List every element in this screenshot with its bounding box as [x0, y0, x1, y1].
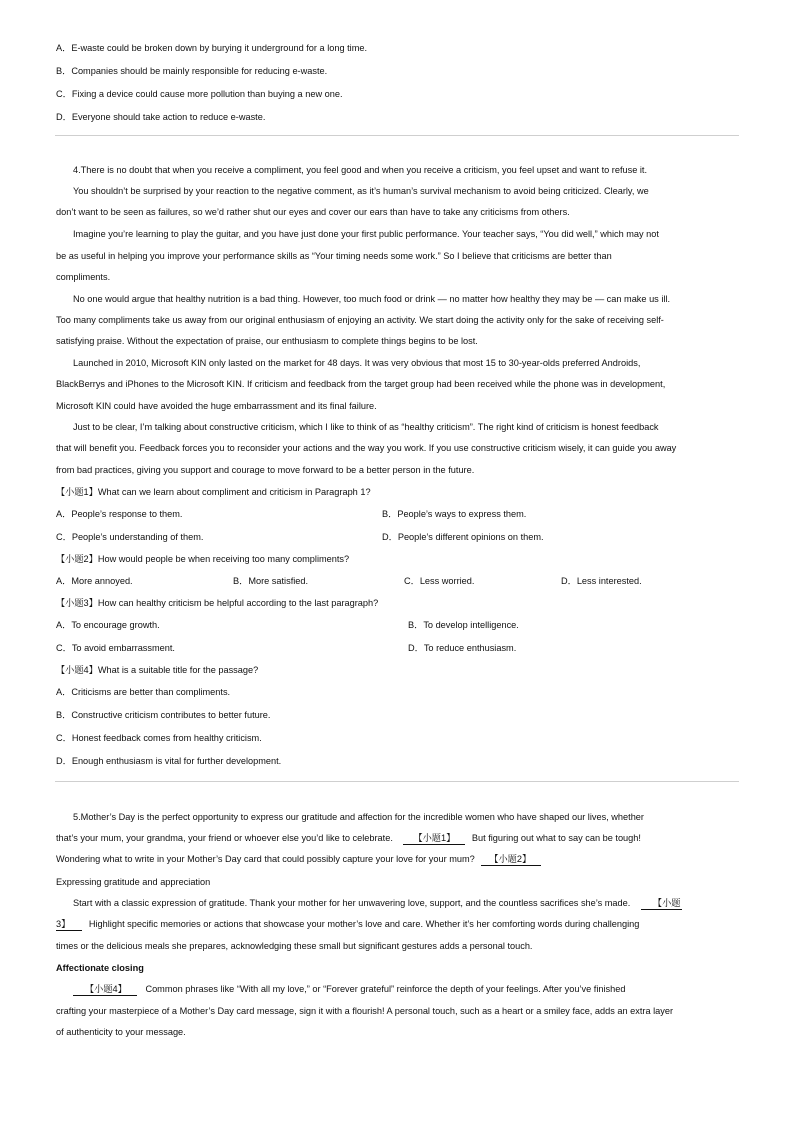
section-divider [55, 781, 739, 782]
p5-line [56, 832, 641, 845]
p5-text: Wondering what to write in your Mother’s Day card that could possibly capture your love for your mum? [56, 854, 475, 864]
p5-line [56, 853, 541, 866]
q1-stem: 【小题1】What can we learn about compliment and criticism in Paragraph 1? [56, 487, 371, 497]
p5-line [73, 983, 625, 996]
q3-option-d: D．To reduce enthusiasm. [408, 643, 517, 653]
prev-option-d: D．Everyone should take action to reduce e-waste. [56, 112, 266, 122]
q1-option-c: C．People’s understanding of them. [56, 532, 204, 542]
q3-option-a: A．To encourage growth. [56, 620, 160, 630]
heading-gratitude: Expressing gratitude and appreciation [56, 877, 211, 887]
prev-option-c: C．Fixing a device could cause more pollution than buying a new one. [56, 89, 343, 99]
q3-option-b: B．To develop intelligence. [408, 620, 519, 630]
p5-line [56, 918, 639, 931]
p5-text: Highlight specific memories or actions that showcase your mother’s love and care. Whether it’s her comforting words during challenging [88, 919, 640, 929]
q4-stem: 【小题4】What is a suitable title for the passage? [56, 665, 259, 675]
p5-line: crafting your masterpiece of a Mother’s Day card message, sign it with a flourish! A personal touch, such as a heart or a smiley face, adds an extra layer [56, 1006, 674, 1016]
q3-stem: 【小题3】How can healthy criticism be helpful according to the last paragraph? [56, 598, 379, 608]
q2-option-c: C．Less worried. [404, 576, 475, 586]
blank-3-label-cont: 3】 [56, 919, 71, 929]
p4-line: BlackBerrys and iPhones to the Microsoft KIN. If criticism and feedback from the target group had been received while the phone was in development, [56, 379, 666, 389]
q1-option-d: D．People’s different opinions on them. [382, 532, 544, 542]
heading-closing: Affectionate closing [56, 963, 144, 973]
p5-text: Common phrases like “With all my love,” or “Forever grateful” reinforce the depth of your feelings. After you’ve finished [145, 984, 626, 994]
p4-line: Too many compliments take us away from our original enthusiasm of enjoying an activity. We start doing the activity only for the sake of receiving self- [56, 315, 664, 325]
p4-line: Imagine you’re learning to play the guitar, and you have just done your first public performance. Your teacher says, “You did well,” which may not [73, 229, 659, 239]
p4-line: Just to be clear, I’m talking about constructive criticism, which I like to think of as “healthy criticism”. The right kind of criticism is honest feedback [73, 422, 659, 432]
prev-option-b: B．Companies should be mainly responsible for reducing e-waste. [56, 66, 328, 76]
q4-option-c: C．Honest feedback comes from healthy criticism. [56, 733, 262, 743]
q3-option-c: C．To avoid embarrassment. [56, 643, 175, 653]
p4-line: No one would argue that healthy nutrition is a bad thing. However, too much food or drink — no matter how healthy they may be — can make us ill. [73, 294, 670, 304]
section-divider [55, 135, 739, 136]
blank-1-label: 【小题1】 [413, 833, 456, 843]
blank-1[interactable] [403, 832, 465, 845]
q2-option-a: A．More annoyed. [56, 576, 133, 586]
p5-line: times or the delicious meals she prepares, acknowledging these small but significant gestures adds a personal touch. [56, 941, 533, 951]
p5-text: Start with a classic expression of gratitude. Thank your mother for her unwavering love, support, and the countless sacrifices she’s made. [73, 898, 631, 908]
p4-line: satisfying praise. Without the expectation of praise, our enthusiasm to complete things begins to be lost. [56, 336, 478, 346]
p4-line: Microsoft KIN could have avoided the huge embarrassment and its final failure. [56, 401, 377, 411]
p4-line: be as useful in helping you improve your performance skills as “Your timing needs some work.” So I believe that criticisms are better than [56, 251, 612, 261]
p5-text: that’s your mum, your grandma, your friend or whoever else you’d like to celebrate. [56, 833, 393, 843]
p4-line: 4.There is no doubt that when you receive a compliment, you feel good and when you receive a criticism, you feel upset and want to refuse it. [73, 165, 648, 175]
prev-option-a: A．E-waste could be broken down by burying it underground for a long time. [56, 43, 368, 53]
p4-line: that will benefit you. Feedback forces you to reconsider your actions and the way you work. If you use constructive criticism wisely, it can guide you away [56, 443, 677, 453]
p4-line: Launched in 2010, Microsoft KIN only lasted on the market for 48 days. It was very obvious that most 15 to 30-year-olds preferred Androids, [73, 358, 641, 368]
blank-3-label: 【小题 [652, 898, 681, 908]
q2-stem: 【小题2】How would people be when receiving too many compliments? [56, 554, 350, 564]
blank-3-cont[interactable] [56, 918, 82, 931]
p4-line: compliments. [56, 272, 111, 282]
q4-option-d: D．Enough enthusiasm is vital for further development. [56, 756, 282, 766]
p5-line [73, 897, 682, 910]
q4-option-b: B．Constructive criticism contributes to better future. [56, 710, 271, 720]
p4-line: don’t want to be seen as failures, so we’d rather shut our eyes and cover our ears than have to take any criticisms from others. [56, 207, 570, 217]
blank-4[interactable] [73, 983, 137, 996]
p5-line: 5.Mother’s Day is the perfect opportunity to express our gratitude and affection for the incredible women who have shaped our lives, whether [73, 812, 644, 822]
q1-option-b: B．People’s ways to express them. [382, 509, 527, 519]
blank-2[interactable] [481, 853, 541, 866]
p5-line: of authenticity to your message. [56, 1027, 186, 1037]
q2-option-d: D．Less interested. [561, 576, 642, 586]
blank-3[interactable] [641, 897, 683, 910]
q2-option-b: B．More satisfied. [233, 576, 309, 586]
p4-line: You shouldn’t be surprised by your reaction to the negative comment, as it’s human’s survival mechanism to avoid being criticized. Clearly, we [73, 186, 649, 196]
p4-line: from bad practices, giving you support and courage to move forward to be a better person in the future. [56, 465, 475, 475]
p5-text: But figuring out what to say can be tough! [471, 833, 641, 843]
q1-option-a: A．People’s response to them. [56, 509, 183, 519]
q4-option-a: A．Criticisms are better than compliments. [56, 687, 231, 697]
blank-4-label: 【小题4】 [85, 984, 127, 994]
blank-2-label: 【小题2】 [489, 854, 532, 864]
